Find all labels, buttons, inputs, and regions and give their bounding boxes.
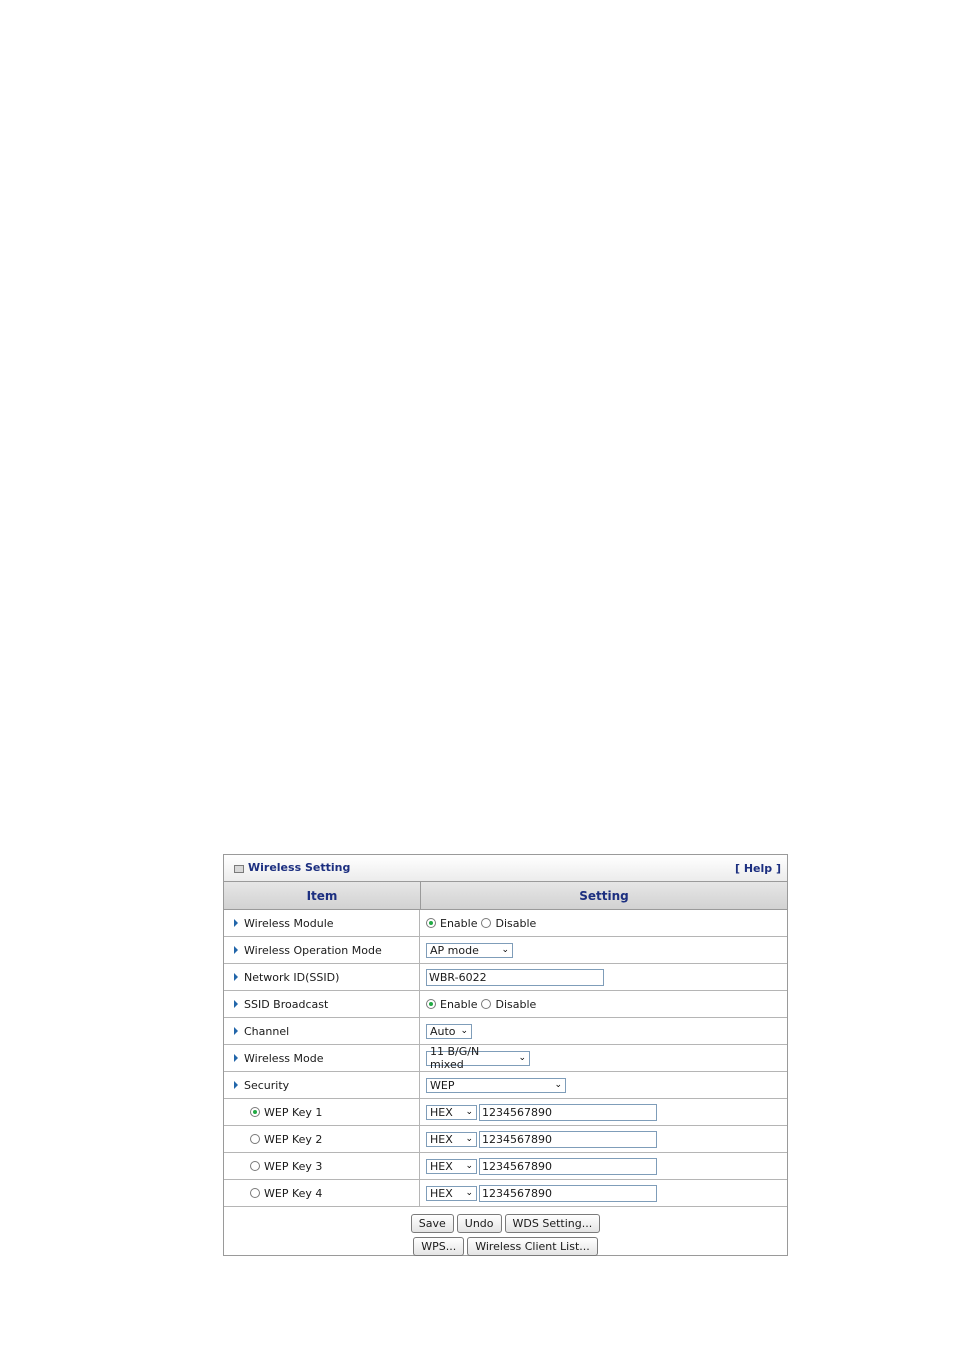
operation-mode-select[interactable] [426,943,513,958]
wep-key-1-input[interactable]: 1234567890 [479,1104,657,1121]
ssid-input[interactable]: WBR-6022 [426,969,604,986]
wireless-module-disable-radio[interactable] [481,918,491,928]
row-wireless-module [224,910,787,937]
wep-key-4-radio[interactable] [250,1188,260,1198]
wep-key-2-input[interactable]: 1234567890 [479,1131,657,1148]
ssid-broadcast-enable-radio[interactable] [426,999,436,1009]
chevron-down-icon: ⌄ [460,1026,468,1036]
channel-select[interactable] [426,1024,472,1039]
button-area [224,1207,787,1263]
channel-label: Channel [244,1024,290,1038]
header-item: Item [224,882,421,909]
wep-key-2-format: HEX [430,1132,453,1146]
ssid-broadcast-enable-label: Enable [440,997,478,1011]
wep-key-2-radio[interactable] [250,1134,260,1144]
wep-key-3-format: HEX [430,1159,453,1173]
wireless-module-enable-radio[interactable] [426,918,436,928]
row-wireless-mode [224,1045,787,1072]
security-label: Security [244,1078,290,1092]
wep-key-1-label: WEP Key 1 [264,1105,323,1119]
wireless-module-enable-label: Enable [440,916,478,930]
channel-value: Auto [430,1024,456,1038]
security-value: WEP [430,1078,455,1092]
chevron-down-icon: ⌄ [501,945,509,955]
wireless-client-list-button[interactable]: Wireless Client List... [467,1237,598,1256]
wireless-setting-panel [223,854,788,1256]
triangle-right-icon [234,1054,238,1062]
triangle-right-icon [234,919,238,927]
undo-button[interactable]: Undo [457,1214,502,1233]
header-setting: Setting [579,888,629,903]
chevron-down-icon: ⌄ [465,1134,473,1144]
chevron-down-icon: ⌄ [465,1107,473,1117]
triangle-right-icon [234,1081,238,1089]
row-security [224,1072,787,1099]
panel-titlebar [224,855,787,882]
wep-key-3-input[interactable]: 1234567890 [479,1158,657,1175]
wireless-mode-select[interactable] [426,1045,530,1071]
wep-key-3-label: WEP Key 3 [264,1159,323,1173]
ssid-label: Network ID(SSID) [244,970,340,984]
wireless-module-label: Wireless Module [244,916,334,930]
wep-key-1-format: HEX [430,1105,453,1119]
triangle-right-icon [234,1000,238,1008]
ssid-broadcast-disable-radio[interactable] [481,999,491,1009]
triangle-right-icon [234,1027,238,1035]
triangle-right-icon [234,946,238,954]
wep-key-4-label: WEP Key 4 [264,1186,323,1200]
wireless-module-disable-label: Disable [495,916,537,930]
save-button[interactable]: Save [411,1214,454,1233]
window-icon [234,865,244,873]
wep-key-3-format-select[interactable] [426,1159,477,1174]
wep-key-4-input[interactable]: 1234567890 [479,1185,657,1202]
wep-key-2-format-select[interactable] [426,1132,477,1147]
row-ssid [224,964,787,991]
row-wep-key-2 [224,1126,787,1153]
row-wep-key-4 [224,1180,787,1207]
chevron-down-icon: ⌄ [465,1161,473,1171]
ssid-broadcast-label: SSID Broadcast [244,997,329,1011]
wep-key-4-format: HEX [430,1186,453,1200]
wep-key-1-radio[interactable] [250,1107,260,1117]
help-link[interactable]: [ Help ] [734,862,781,875]
chevron-down-icon: ⌄ [518,1053,526,1063]
panel-title: Wireless Setting [248,861,351,874]
row-channel [224,1018,787,1045]
wep-key-3-radio[interactable] [250,1161,260,1171]
row-operation-mode [224,937,787,964]
wireless-mode-value: 11 B/G/N mixed [430,1045,480,1071]
operation-mode-label: Wireless Operation Mode [244,943,382,957]
row-ssid-broadcast [224,991,787,1018]
chevron-down-icon: ⌄ [554,1080,562,1090]
wds-setting-button[interactable]: WDS Setting... [505,1214,601,1233]
wireless-mode-label: Wireless Mode [244,1051,324,1065]
wep-key-4-format-select[interactable] [426,1186,477,1201]
wep-key-2-label: WEP Key 2 [264,1132,323,1146]
ssid-broadcast-disable-label: Disable [495,997,537,1011]
row-wep-key-3 [224,1153,787,1180]
wep-key-1-format-select[interactable] [426,1105,477,1120]
security-select[interactable] [426,1078,566,1093]
wps-button[interactable]: WPS... [413,1237,464,1256]
chevron-down-icon: ⌄ [465,1188,473,1198]
operation-mode-value: AP mode [430,943,479,957]
triangle-right-icon [234,973,238,981]
table-header [224,882,787,910]
row-wep-key-1 [224,1099,787,1126]
